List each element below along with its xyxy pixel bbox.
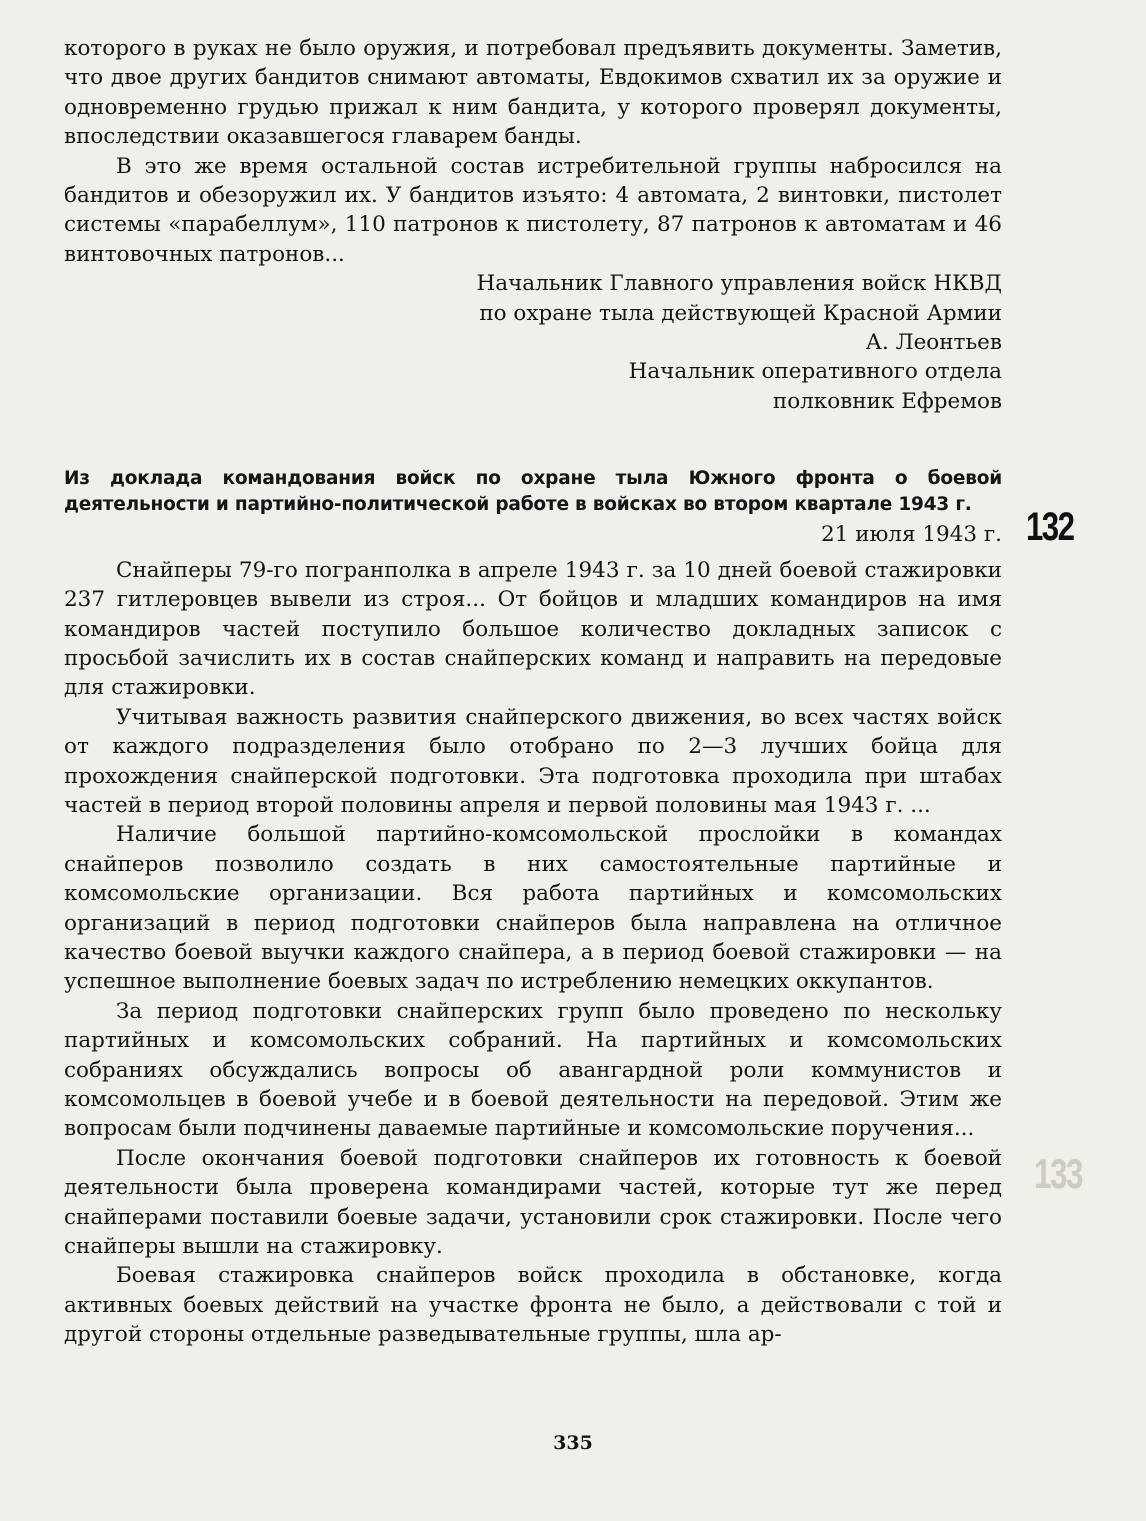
text-column: [64, 34, 1002, 1350]
body-paragraph-1: Снайперы 79-го погранполка в апреле 1943 г. за 10 дней боевой стажировки 237 гитлеровцев вывели из строя... От бойцов и младших командиров на имя командиров частей поступило большое количество докладных записок с просьбой зачислить их в состав снайперских команд и направить на передовые для стажировки.: [64, 557, 1002, 701]
signature-line-3: А. Леонтьев: [865, 330, 1002, 356]
body-paragraph-5: После окончания боевой подготовки снайперов их готовность к боевой деятельности была проверена командирами частей, которые тут же перед снайперами поставили боевые задачи, установили срок стажировки. После чего снайперы вышли на стажировку.: [64, 1145, 1002, 1260]
document-date: 21 июля 1943 г.: [821, 522, 1002, 548]
body-paragraph-3: Наличие большой партийно-комсомольской прослойки в командах снайперов позволило создать в них самостоятельные партийные и комсомольские организации. Вся работа партийных и комсомольских организаций в период подготовки снайперов была направлена на отличное качество боевой выучки каждого снайпера, а в период боевой стажировки — на успешное выполнение боевых задач по истреблению немецких оккупантов.: [64, 822, 1002, 995]
intro-paragraph-2: В это же время остальной состав истребительной группы набросился на бандитов и обезоружил их. У бандитов изъято: 4 автомата, 2 винтовки, пистолет системы «парабеллум», 110 патронов к пистолету, 87 патронов к автоматам и 46 винтовочных патронов...: [64, 153, 1002, 267]
body-paragraph-2: Учитывая важность развития снайперского движения, во всех частях войск от каждого подразделения было отобрано по 2—3 лучших бойца для прохождения снайперской подготовки. Эта подготовка проходила при штабах частей в период второй половины апреля и первой половины мая 1943 г. ...: [64, 704, 1002, 818]
body-paragraph-6: Боевая стажировка снайперов войск проходила в обстановке, когда активных боевых действий на участке фронта не было, а действовали с той и другой стороны отдельные разведывательные группы, шла ар-: [64, 1263, 1002, 1348]
document-number: 132: [1026, 505, 1074, 549]
body-paragraph-4: За период подготовки снайперских групп было проведено по нескольку партийных и комсомольских собраний. На партийных и комсомольских собраниях обсуждались вопросы об авангардной роли коммунистов и комсомольцев в боевой учебе и в боевой деятельности на передовой. Этим же вопросам были подчинены даваемые партийные и комсомольские поручения...: [64, 998, 1002, 1142]
page-number: 335: [553, 1432, 593, 1454]
signature-line-2: по охране тыла действующей Красной Армии: [479, 300, 1002, 326]
signature-line-5: полковник Ефремов: [772, 388, 1002, 414]
signature-line-4: Начальник оперативного отдела: [628, 359, 1002, 385]
signature-line-1: Начальник Главного управления войск НКВД: [476, 271, 1002, 297]
intro-paragraph-1: которого в руках не было оружия, и потребовал предъявить документы. Заметив, что двое других бандитов снимают автоматы, Евдокимов схватил их за оружие и одновременно грудью прижал к ним бандита, у которого проверял документы, впоследствии оказавшегося главарем банды.: [64, 36, 1002, 150]
bleed-through-document-number: 133: [1034, 1150, 1083, 1197]
document-title: Из доклада командования войск по охране тыла Южного фронта о боевой деятельности и партийно-политической работе в войсках во втором квартале 1943 г.: [64, 468, 1002, 516]
